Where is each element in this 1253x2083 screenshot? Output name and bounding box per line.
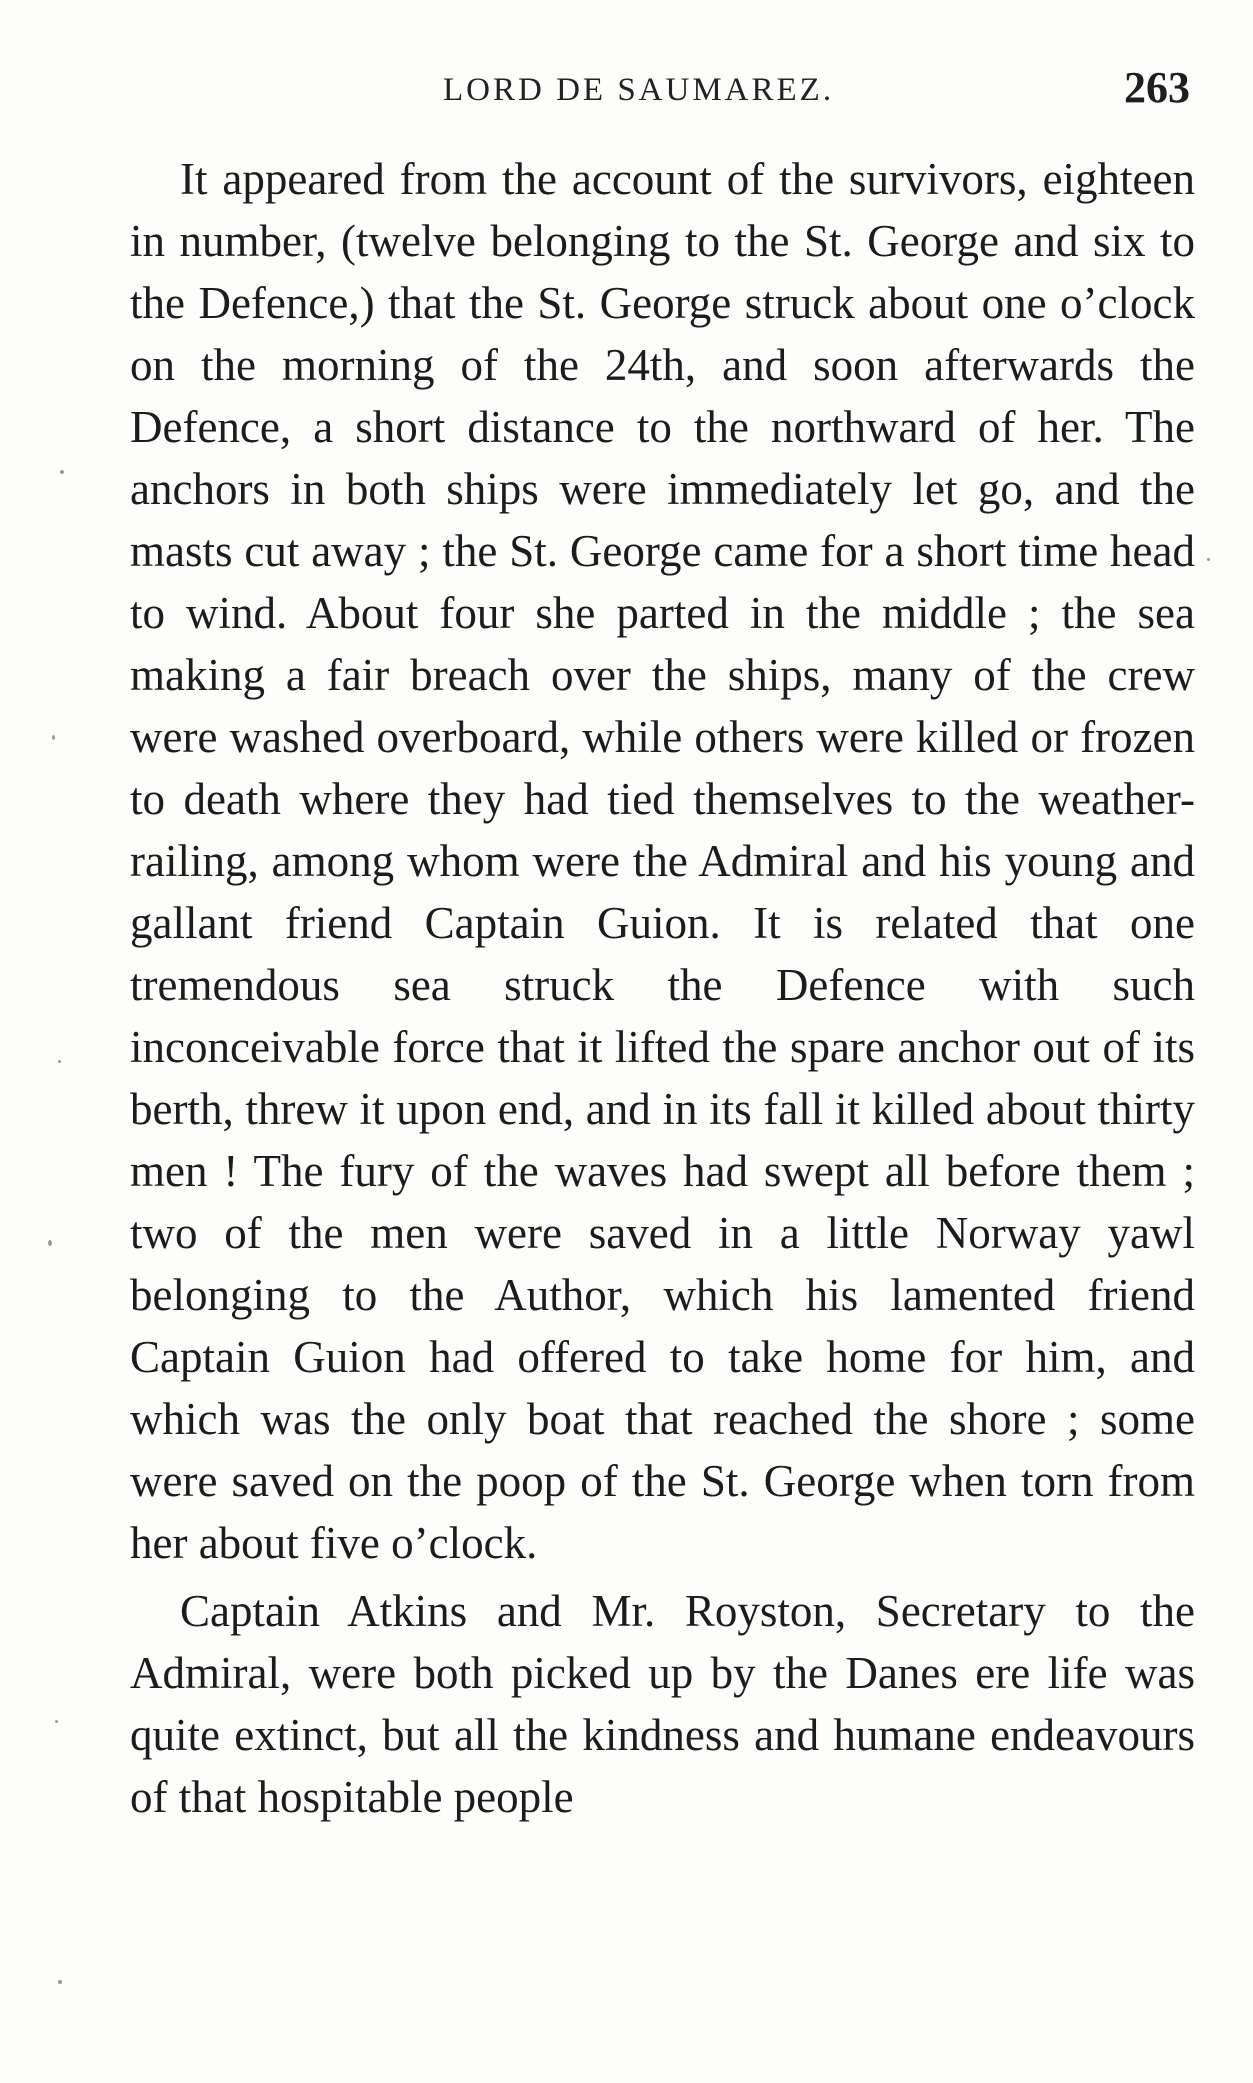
paragraph: It appeared from the account of the survivors, eighteen in number, (twelve belonging to the St. George and six to the Defence,) that the St. George struck about one o’clock on the morning of the 24th, and soon afterwards the Defence, a short distance to the northward of her. The anchors in both ships were immediately let go, and the masts cut away ; the St. George came for a short time head to wind. About four she parted in the middle ; the sea making a fair breach over the ships, many of the crew were washed overboard, while others were killed or frozen to death where they had tied themselves to the weather-railing, among whom were the Admiral and his young and gallant friend Captain Guion. It is related that one tremendous sea struck the Defence with such inconceivable force that it lifted the spare anchor out of its berth, threw it upon end, and in its fall it killed about thirty men ! The fury of the waves had swept all before them ; two of the men were saved in a little Norway yawl belonging to the Author, which his lamented friend Captain Guion had offered to take home for him, and which was the only boat that reached the shore ; some were saved on the poop of the St. George when torn from her about five o’clock.	[130, 154, 1195, 1568]
body-text	[130, 148, 1195, 1828]
running-title: LORD DE SAUMAREZ.	[443, 72, 835, 108]
scan-speck	[55, 1720, 58, 1723]
page-header	[130, 62, 1190, 122]
scan-speck	[1207, 558, 1210, 561]
scan-speck	[58, 1980, 62, 1984]
scan-speck	[60, 470, 64, 474]
scan-speck	[52, 735, 55, 740]
page-number: 263	[1124, 63, 1190, 112]
scan-speck	[48, 1240, 52, 1246]
paragraph: Captain Atkins and Mr. Royston, Secretary to the Admiral, were both picked up by the Danes ere life was quite extinct, but all the kindness and humane endeavours of that hospitable people	[130, 1586, 1195, 1822]
scan-speck	[58, 1060, 61, 1063]
